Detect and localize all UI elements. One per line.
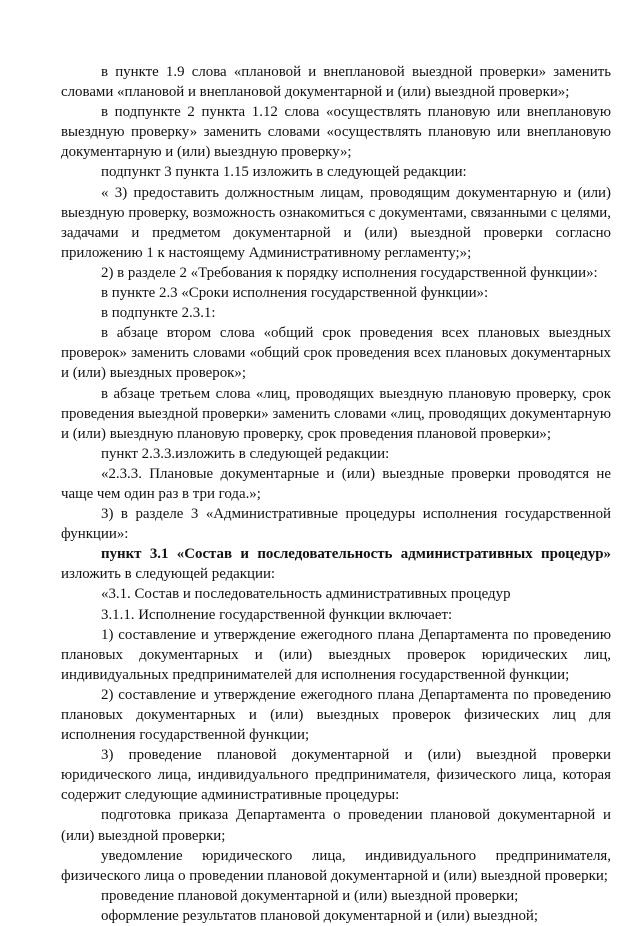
paragraph: «3.1. Состав и последовательность административных процедур [101, 586, 511, 603]
bold-lead-text: пункт 3.1 «Состав и последовательность административных процедур» [101, 546, 611, 563]
paragraph: пункт 2.3.3.изложить в следующей редакции: [101, 445, 390, 462]
paragraph: в подпункте 2.3.1: [101, 305, 216, 322]
paragraph: подготовка приказа Департамента о проведении плановой документарной и (или) выездной проверки; [61, 807, 611, 844]
paragraph: в пункте 2.3 «Сроки исполнения государственной функции»: [101, 285, 489, 302]
paragraph: 3) в разделе 3 «Административные процедуры исполнения государственной функции»: [61, 506, 611, 543]
paragraph: 2) составление и утверждение ежегодного плана Департамента по проведению плановых документарных и (или) выездных проверок физических лиц для исполнения государственной функции; [61, 686, 611, 744]
paragraph: в абзаце втором слова «общий срок проведения всех плановых выездных проверок» заменить словами «общий срок проведения всех плановых документарных и (или) выездных проверок»; [61, 325, 611, 382]
paragraph: 3.1.1. Исполнение государственной функции включает: [101, 606, 453, 623]
paragraph: подпункт 3 пункта 1.15 изложить в следующей редакции: [101, 164, 467, 181]
paragraph: « 3) предоставить должностным лицам, проводящим документарную и (или) выездную проверку, возможность ознакомиться с документами, связанными с целями, задачами и предметом документарной и (или) выездной проверки согласно приложению 1 к настоящему Административному регламенту;»; [61, 184, 611, 261]
paragraph: 1) составление и утверждение ежегодного плана Департамента по проведению плановых документарных и (или) выездных проверок юридических лиц, индивидуальных предпринимателей для исполнения государственной функции; [61, 626, 611, 683]
paragraph-with-bold-lead [61, 544, 611, 584]
paragraph: в абзаце третьем слова «лиц, проводящих выездную плановую проверку, срок проведения выездной проверки» заменить словами «лиц, проводящих документарную и (или) выездную плановую проверку, срок проведения плановой проверки»; [61, 385, 611, 442]
paragraph: 2) в разделе 2 «Требования к порядку исполнения государственной функции»: [101, 264, 598, 281]
paragraph: оформление результатов плановой документарной и (или) выездной; [101, 907, 539, 924]
paragraph: «2.3.3. Плановые документарные и (или) выездные проверки проводятся не чаще чем один раз в три года.»; [61, 465, 611, 502]
document-body [61, 62, 611, 926]
paragraph: в пункте 1.9 слова «плановой и внеплановой выездной проверки» заменить словами «плановой и внеплановой документарной и (или) выездной проверки»; [61, 64, 611, 101]
paragraph: 3) проведение плановой документарной и (или) выездной проверки юридического лица, индивидуального предпринимателя, физического лица, которая содержит следующие административные процедуры: [61, 747, 611, 804]
paragraph: уведомление юридического лица, индивидуального предпринимателя, физического лица о проведении плановой документарной и (или) выездной проверки; [61, 847, 611, 884]
paragraph-text: изложить в следующей редакции: [61, 566, 276, 583]
paragraph: проведение плановой документарной и (или) выездной проверки; [101, 887, 519, 904]
paragraph: в подпункте 2 пункта 1.12 слова «осуществлять плановую или внеплановую выездную проверку» заменить словами «осуществлять плановую или внеплановую документарную и (или) выездную проверку»; [61, 104, 611, 161]
